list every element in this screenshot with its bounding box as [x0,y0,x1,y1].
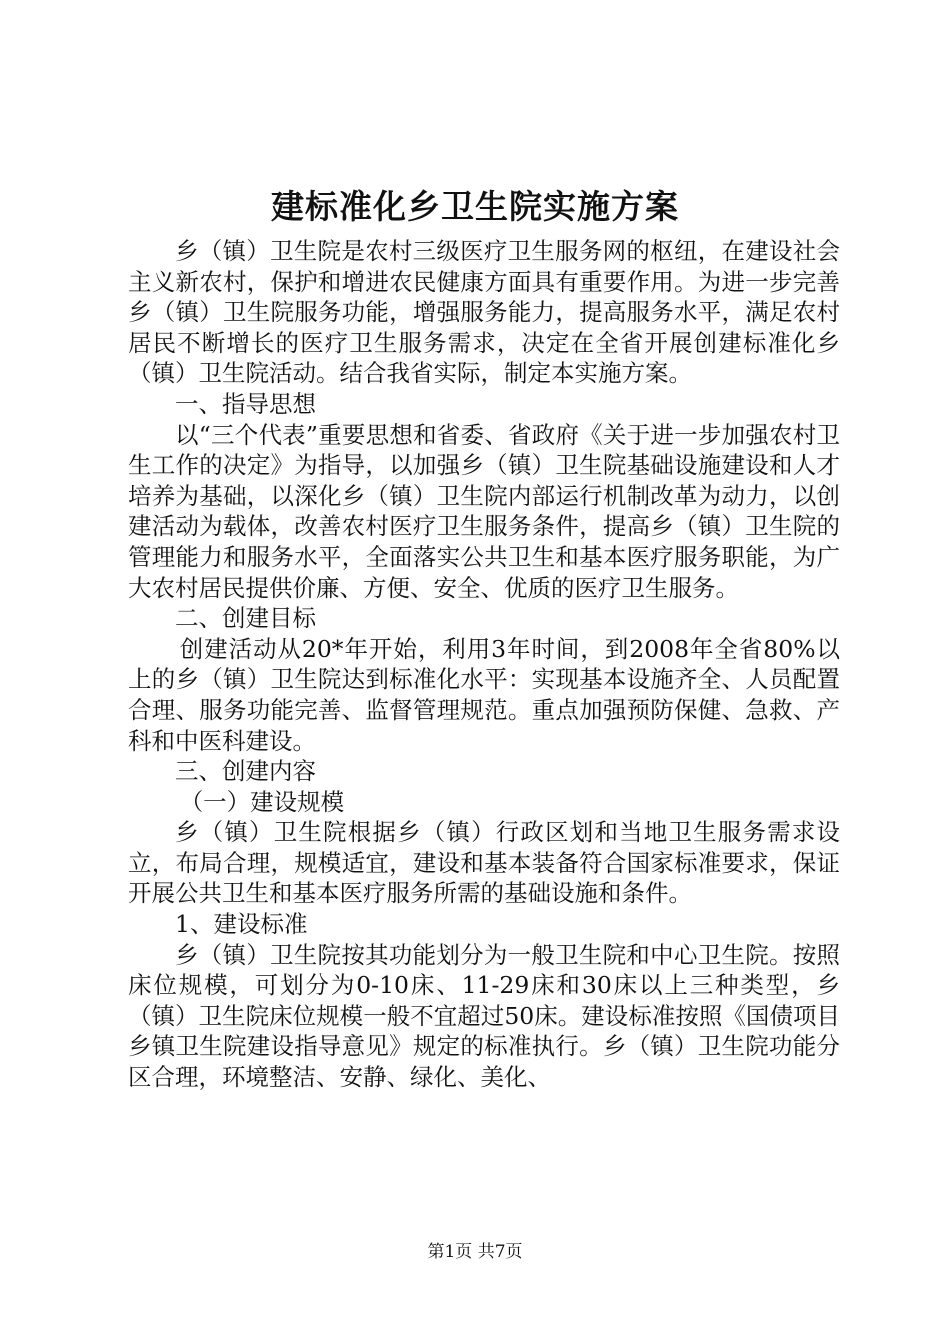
section-heading-content: 三、创建内容 [175,757,316,786]
document-body [128,236,840,1093]
item-heading-standards: 1、建设标准 [175,910,308,939]
page-footer: 第1页 共7页 [427,1242,523,1262]
paragraph-guiding-thought: 以“三个代表”重要思想和省委、省政府《关于进一步加强农村卫生工作的决定》为指导，以加强乡（镇）卫生院基础设施建设和人才培养为基础，以深化乡（镇）卫生院内部运行机制改革为动力，以创建活动为载体，改善农村医疗卫生服务条件，提高乡（镇）卫生院的管理能力和服务水平，全面落实公共卫生和基本医疗服务职能，为广大农村居民提供价廉、方便、安全、优质的医疗卫生服务。 [128,420,840,602]
paragraph-goals: 创建活动从20*年开始，利用3年时间，到2008年全省80%以上的乡（镇）卫生院达到标准化水平：实现基本设施齐全、人员配置合理、服务功能完善、监督管理规范。重点加强预防保健、急救、产科和中医科建设。 [128,634,840,755]
section-heading-guiding-thought: 一、指导思想 [175,389,316,418]
paragraph-scale: 乡（镇）卫生院根据乡（镇）行政区划和当地卫生服务需求设立，布局合理，规模适宜，建设和基本装备符合国家标准要求，保证开展公共卫生和基本医疗服务所需的基础设施和条件。 [128,818,840,908]
subsection-heading-scale: （一）建设规模 [179,787,345,816]
paragraph-intro: 乡（镇）卫生院是农村三级医疗卫生服务网的枢纽，在建设社会主义新农村，保护和增进农民健康方面具有重要作用。为进一步完善乡（镇）卫生院服务功能，增强服务能力，提高服务水平，满足农村居民不断增长的医疗卫生服务需求，决定在全省开展创建标准化乡（镇）卫生院活动。结合我省实际，制定本实施方案。 [128,237,840,388]
section-heading-goals: 二、创建目标 [175,604,316,633]
paragraph-standards: 乡（镇）卫生院按其功能划分为一般卫生院和中心卫生院。按照床位规模，可划分为0-10床、11-29床和30床以上三种类型，乡（镇）卫生院床位规模一般不宜超过50床。建设标准按照《国债项目乡镇卫生院建设指导意见》规定的标准执行。乡（镇）卫生院功能分区合理，环境整洁、安静、绿化、美化、 [128,940,840,1092]
document-title: 建标准化乡卫生院实施方案 [271,187,679,226]
